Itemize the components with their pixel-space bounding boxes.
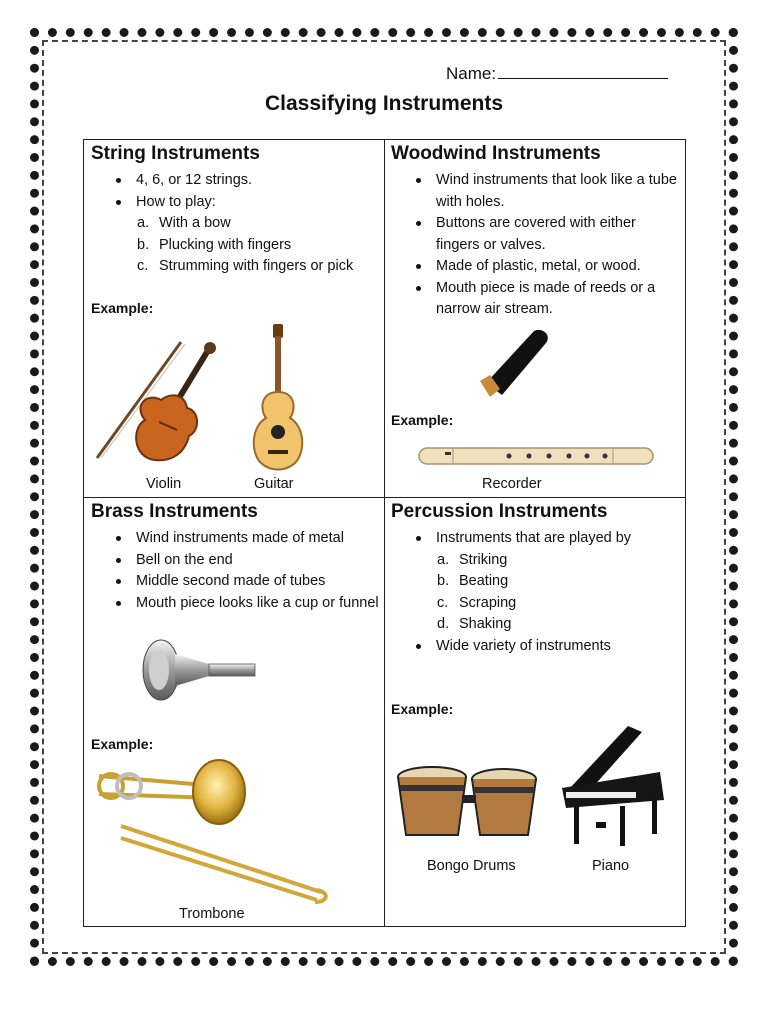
recorder-caption: Recorder [482,476,542,492]
list-item: a. With a bow [137,215,231,231]
list-item: Mouth piece is made of reeds or a narrow air stream. [391,278,683,321]
violin-caption: Violin [146,476,182,492]
piano-image [556,722,668,852]
trombone-image [89,756,329,906]
list-item: a. Striking [437,551,508,568]
list-item: Instruments that are played by [391,528,683,550]
string-example-label: Example: [91,300,154,316]
bongo-drums-image [396,765,541,850]
list-item: Made of plastic, metal, or wood. [391,256,683,278]
recorder-image [417,442,657,472]
list-item: Bell on the end [91,550,381,572]
page-title: Classifying Instruments [264,92,504,115]
percussion-instruments-cell [391,500,683,657]
list-item: Mouth piece looks like a cup or funnel [91,593,381,615]
list-item: b. Plucking with fingers [137,236,292,253]
list-item: Wind instruments made of metal [91,528,381,550]
instrument-classification-grid [83,139,686,927]
woodwind-list [391,170,683,321]
list-item: c. Strumming with fingers or pick [137,258,354,274]
percussion-example-label: Example: [391,701,454,717]
violin-image [89,330,219,470]
list-item: b. Beating [437,573,509,589]
grid-divider-vertical [384,140,385,926]
woodwind-example-label: Example: [391,412,454,428]
string-list [91,170,381,278]
list-item: d. Shaking [437,616,512,632]
grid-divider-horizontal [84,497,685,498]
string-heading: String Instruments [91,143,260,164]
name-label: Name: [446,64,497,83]
list-item: How to play: [91,192,381,214]
brass-mouthpiece-image [139,638,259,703]
brass-heading: Brass Instruments [91,501,258,522]
guitar-caption: Guitar [254,476,294,492]
trombone-caption: Trombone [179,906,245,922]
brass-list [91,528,381,614]
list-item: c. Scraping [437,594,517,611]
bongo-drums-caption: Bongo Drums [427,858,516,874]
list-item: Wide variety of instruments [391,636,683,658]
percussion-list [391,528,683,657]
list-item: Buttons are covered with either fingers or valves. [391,213,683,256]
mouthpiece-image [476,325,556,400]
list-item: Middle second made of tubes [91,571,381,593]
name-blank-field[interactable] [498,64,668,79]
guitar-image [246,322,312,472]
brass-instruments-cell [91,500,381,614]
brass-example-label: Example: [91,736,154,752]
list-item: 4, 6, or 12 strings. [91,170,381,192]
woodwind-heading: Woodwind Instruments [391,143,601,164]
string-instruments-cell [91,142,381,278]
list-item: Wind instruments that look like a tube with holes. [391,170,683,213]
piano-caption: Piano [592,858,630,874]
name-line [446,64,668,84]
woodwind-instruments-cell [391,142,683,321]
percussion-heading: Percussion Instruments [391,501,608,522]
